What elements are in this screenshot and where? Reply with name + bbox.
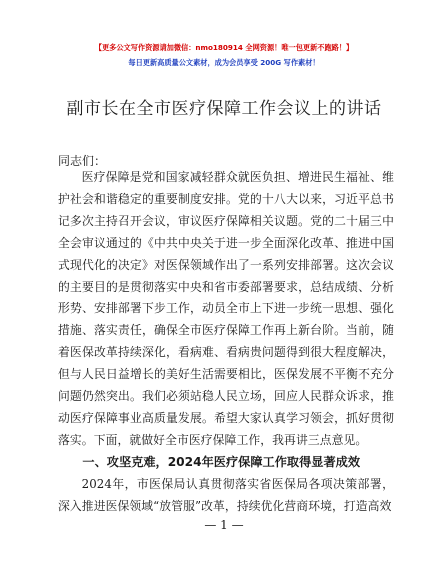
section-paragraph: 2024年，市医保局认真贯彻落实省医保局各项决策部署，深入推进医保领域“放管服”改革，持续优化营商环境，打造高效: [58, 476, 394, 513]
promo-banner-line1: 【更多公文写作资源请加微信：nmo180914 全网资源！唯一包更新不跑路！】: [94, 43, 354, 52]
promo-banner-line2: 每日更新高质量公文素材，成为会员享受 200G 写作素材！: [128, 58, 320, 67]
document-body: [58, 167, 394, 518]
page-number: — 1 —: [204, 518, 244, 532]
document-title: 副市长在全市医疗保障工作会议上的讲话: [66, 99, 382, 119]
salutation: 同志们：: [58, 154, 107, 168]
intro-paragraph: 医疗保障是党和国家减轻群众就医负担、增进民生福祉、维护社会和谐稳定的重要制度安排。党的十八大以来，习近平总书记多次主持召开会议，审议医疗保障相关议题。党的二十届三中全会审议通过的《中共中央关于进一步全面深化改革、推进中国式现代化的决定》对医保领域作出了一系列安排部署。这次会议的主要目的是贯彻落实中央和省市委部署要求，总结成绩、分析形势、安排部署下步工作，动员全市上下进一步统一思想、强化措施、落实责任，确保全市医疗保障工作再上新台阶。当前，随着医保改革持续深化，看病难、看病贵问题得到很大程度解决，但与人民日益增长的美好生活需要相比，医保发展不平衡不充分问题仍然突出。我们必须站稳人民立场，回应人民群众诉求，推动医疗保障事业高质量发展。希望大家认真学习领会，抓好贯彻落实。下面，就做好全市医疗保障工作，我再讲三点意见。: [58, 170, 394, 447]
section-heading: 一、攻坚克难，2024年医疗保障工作取得显著成效: [82, 454, 361, 469]
